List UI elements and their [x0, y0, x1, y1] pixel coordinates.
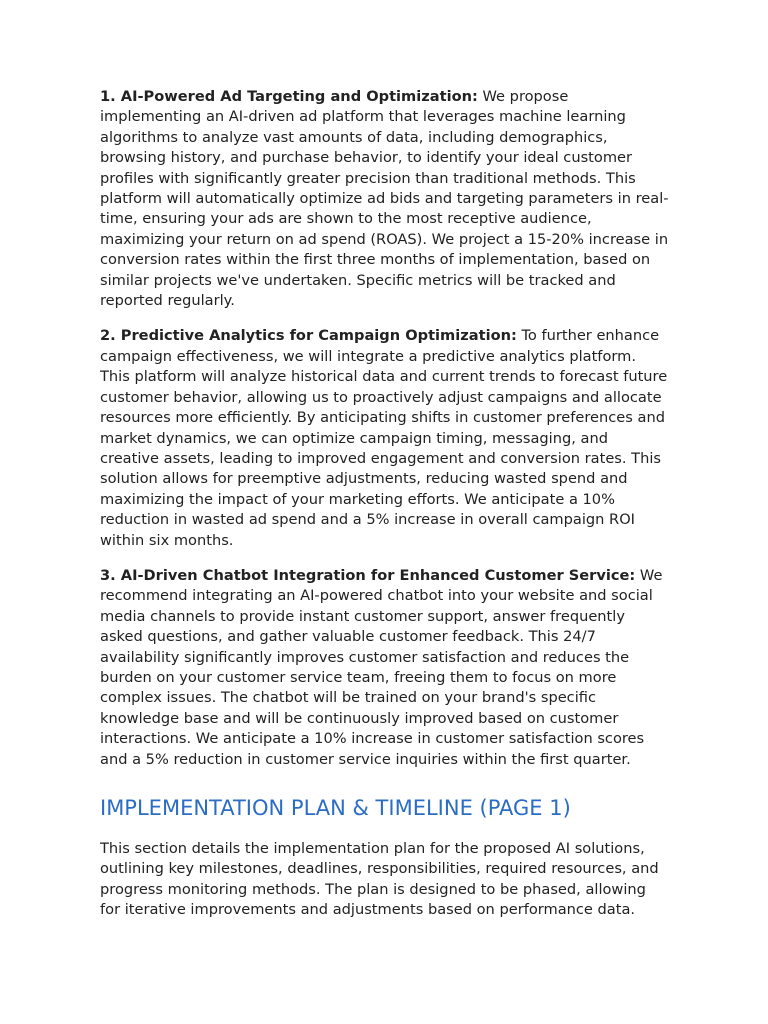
section-intro: This section details the implementation plan for the proposed AI solutions, outlining key milestones, deadlines, responsibilities, required resources, and progress monitoring methods. The plan is designed to be phased, allowing for iterative improvements and adjustments based on performance data.	[100, 840, 659, 919]
item-body: To further enhance campaign effectiveness, we will integrate a predictive analytics platform. This platform will analyze historical data and current trends to forecast future customer behavior, allowing us to proactively adjust campaigns and allocate resources more efficiently. By anticipating shifts in customer preferences and market dynamics, we can optimize campaign timing, messaging, and creative assets, leading to improved engagement and conversion rates. This solution allows for preemptive adjustments, reducing wasted spend and maximizing the impact of your marketing efforts. We anticipate a 10% reduction in wasted ad spend and a 5% increase in overall campaign ROI within six months.	[100, 327, 668, 549]
proposal-item-ad-targeting	[100, 87, 670, 311]
item-body: We recommend integrating an AI-powered chatbot into your website and social media channels to provide instant customer support, answer frequently asked questions, and gather valuable customer feedback. This 24/7 availability significantly improves customer satisfaction and reduces the burden on your customer service team, freeing them to focus on more complex issues. The chatbot will be trained on your brand's specific knowledge base and will be continuously improved based on customer interactions. We anticipate a 10% increase in customer satisfaction scores and a 5% reduction in customer service inquiries within the first quarter.	[100, 566, 663, 768]
item-title: 3. AI-Driven Chatbot Integration for Enhanced Customer Service:	[100, 566, 636, 584]
item-title: 2. Predictive Analytics for Campaign Optimization:	[100, 327, 517, 345]
item-body: We propose implementing an AI-driven ad platform that leverages machine learning algorithms to analyze vast amounts of data, including demographics, browsing history, and purchase behavior, to identify your ideal customer profiles with significantly greater precision than traditional methods. This platform will automatically optimize ad bids and targeting parameters in real-time, ensuring your ads are shown to the most receptive audience, maximizing your return on ad spend (ROAS). We project a 15-20% increase in conversion rates within the first three months of implementation, based on similar projects we've undertaken. Specific metrics will be tracked and reported regularly.	[100, 88, 669, 310]
proposal-item-predictive-analytics	[100, 326, 670, 550]
proposal-item-chatbot	[100, 566, 670, 770]
item-title: 1. AI-Powered Ad Targeting and Optimization:	[100, 88, 478, 105]
section-heading: IMPLEMENTATION PLAN & TIMELINE (PAGE 1)	[100, 796, 571, 820]
